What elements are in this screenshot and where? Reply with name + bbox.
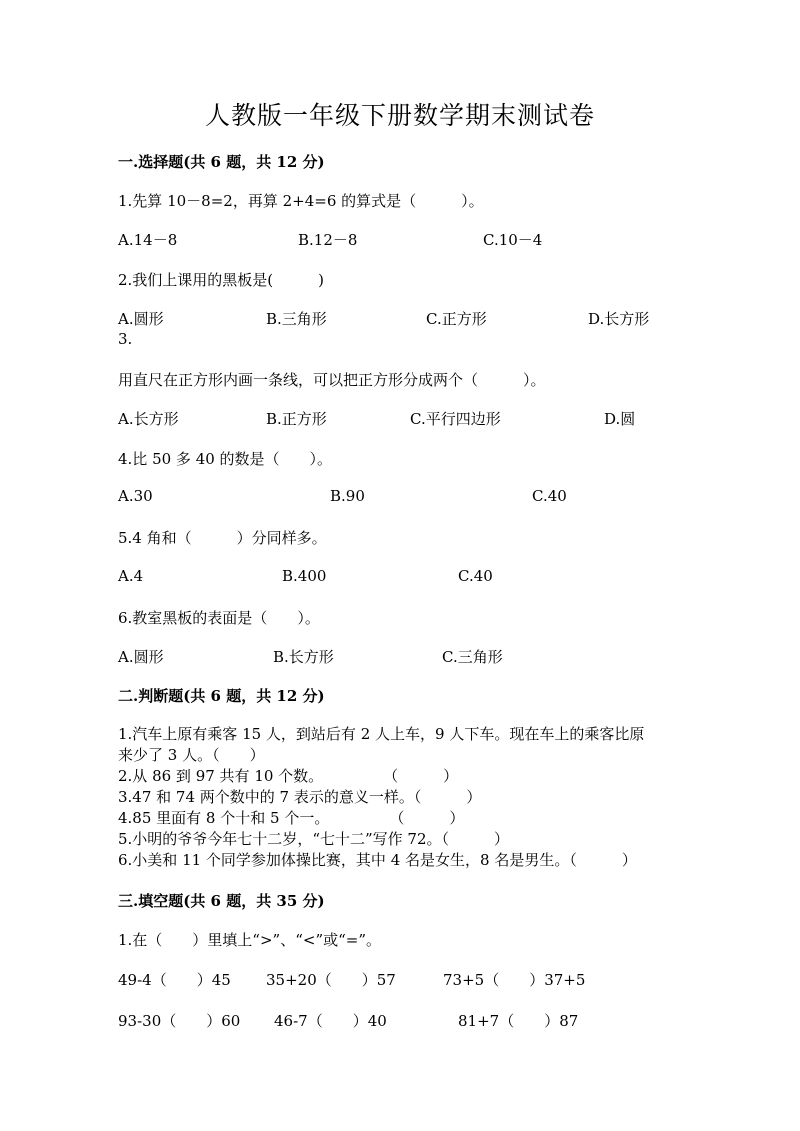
section-heading-fill-blank: 三.填空题(共 6 题，共 35 分) xyxy=(118,892,325,910)
q3-option-b: B.正方形 xyxy=(266,410,327,428)
judgement-item-6: 6.小美和 11 个同学参加体操比赛，其中 4 名是女生，8 名是男生。（ ） xyxy=(118,851,637,869)
q2-option-b: B.三角形 xyxy=(266,310,327,328)
judgement-item-2: 2.从 86 到 97 共有 10 个数。 （ ） xyxy=(118,767,459,785)
q2-option-d: D.长方形 xyxy=(588,310,650,328)
judgement-item-5: 5.小明的爷爷今年七十二岁，“七十二”写作 72。（ ） xyxy=(118,830,510,848)
q6-option-a: A.圆形 xyxy=(118,648,164,666)
question-3-stem: 用直尺在正方形内画一条线，可以把正方形分成两个（ ）。 xyxy=(118,371,546,389)
section-heading-choice: 一.选择题(共 6 题，共 12 分) xyxy=(118,153,325,171)
q3-option-d: D.圆 xyxy=(604,410,636,428)
q5-option-a: A.4 xyxy=(118,567,144,585)
q2-option-a: A.圆形 xyxy=(118,310,164,328)
fill-row2-item-1: 93-30（ ）60 xyxy=(118,1012,241,1030)
q1-option-a: A.14－8 xyxy=(118,231,178,249)
judgement-item-1a: 1.汽车上原有乘客 15 人，到站后有 2 人上车，9 人下车。现在车上的乘客比原 xyxy=(118,725,645,743)
q5-option-c: C.40 xyxy=(458,567,493,585)
q6-option-b: B.长方形 xyxy=(273,648,334,666)
fill-row2-item-3: 81+7（ ）87 xyxy=(458,1012,579,1030)
fill-row1-item-3: 73+5（ ）37+5 xyxy=(443,971,586,989)
question-2-stem: 2.我们上课用的黑板是( ) xyxy=(118,271,325,289)
judgement-item-3: 3.47 和 74 两个数中的 7 表示的意义一样。（ ） xyxy=(118,788,482,806)
question-4-stem: 4.比 50 多 40 的数是（ ）。 xyxy=(118,450,333,468)
q1-option-c: C.10－4 xyxy=(483,231,543,249)
q2-option-c: C.正方形 xyxy=(426,310,487,328)
q3-option-c: C.平行四边形 xyxy=(410,410,501,428)
section-heading-judgement: 二.判断题(共 6 题，共 12 分) xyxy=(118,687,325,705)
fill-question-1-stem: 1.在（ ）里填上“>”、“<”或“=”。 xyxy=(118,931,382,949)
question-5-stem: 5.4 角和（ ）分同样多。 xyxy=(118,529,327,547)
q6-option-c: C.三角形 xyxy=(442,648,503,666)
judgement-item-4: 4.85 里面有 8 个十和 5 个一。 （ ） xyxy=(118,809,465,827)
page-title: 人教版一年级下册数学期末测试卷 xyxy=(204,101,595,130)
judgement-item-1b: 来少了 3 人。（ ） xyxy=(118,746,265,764)
q5-option-b: B.400 xyxy=(282,567,327,585)
question-3-number: 3. xyxy=(118,330,133,348)
q3-option-a: A.长方形 xyxy=(118,410,179,428)
q4-option-a: A.30 xyxy=(118,487,153,505)
question-1-stem: 1.先算 10－8=2，再算 2+4=6 的算式是（ ）。 xyxy=(118,192,484,210)
q4-option-b: B.90 xyxy=(330,487,365,505)
q1-option-b: B.12－8 xyxy=(298,231,358,249)
fill-row1-item-1: 49-4（ ）45 xyxy=(118,971,231,989)
fill-row1-item-2: 35+20（ ）57 xyxy=(266,971,396,989)
fill-row2-item-2: 46-7（ ）40 xyxy=(274,1012,387,1030)
question-6-stem: 6.教室黑板的表面是（ ）。 xyxy=(118,609,320,627)
q4-option-c: C.40 xyxy=(532,487,567,505)
